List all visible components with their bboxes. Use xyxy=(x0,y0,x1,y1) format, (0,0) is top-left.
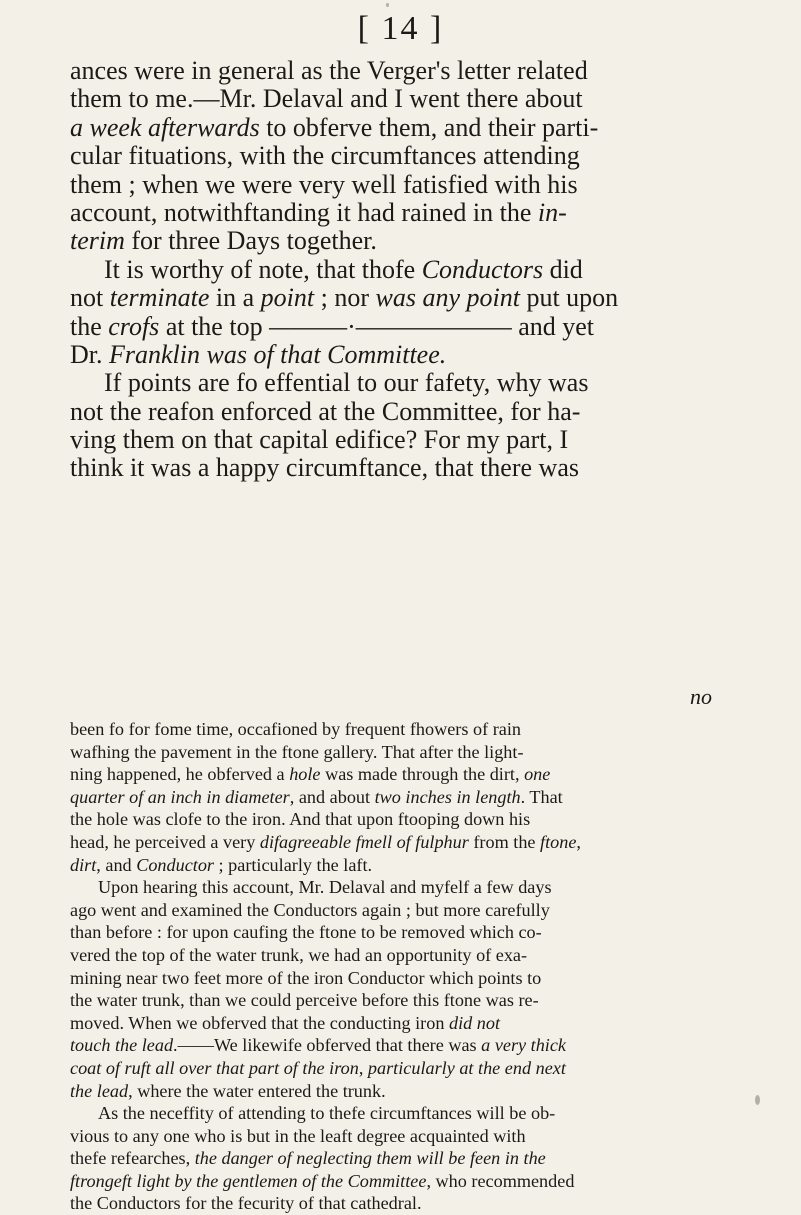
text-run: ances were in general as the Verger's letter related xyxy=(70,56,588,85)
text-run: from the xyxy=(468,831,541,852)
text-line xyxy=(70,398,750,426)
text-line xyxy=(70,808,756,831)
italic-run: a very thick xyxy=(481,1035,566,1056)
text-line xyxy=(70,831,756,854)
text-run: moved. When we obferved that the conducting iron xyxy=(70,1012,449,1033)
text-line xyxy=(70,313,750,341)
text-line xyxy=(70,1012,756,1035)
text-run: them ; when we were very well fatisfied with his xyxy=(70,169,578,199)
text-line xyxy=(70,114,750,142)
text-line xyxy=(70,1147,756,1170)
text-run: put upon xyxy=(519,283,619,313)
italic-run: in- xyxy=(537,197,567,227)
italic-run: hole xyxy=(289,764,321,785)
text-line xyxy=(70,1192,756,1215)
text-run: vious to any one who is but in the leaft degree acquainted with xyxy=(70,1125,526,1146)
text-run: for three Days together. xyxy=(124,226,377,256)
text-run: thefe refearches, xyxy=(70,1148,195,1169)
text-run: As the neceffity of attending to thefe circumftances will be ob- xyxy=(98,1103,556,1124)
italic-run: the danger of neglecting them will be feen in the xyxy=(194,1148,546,1169)
text-run: vered the top of the water trunk, we had an opportunity of exa- xyxy=(70,944,528,965)
text-line xyxy=(70,741,756,764)
text-line xyxy=(70,1080,756,1103)
text-run: If points are fo effential to our fafety, why was xyxy=(104,368,589,398)
text-run: was made through the dirt, xyxy=(320,764,525,785)
text-line xyxy=(70,1170,756,1193)
main-text xyxy=(70,57,750,483)
italic-run: one xyxy=(524,764,551,785)
italic-run: ftone xyxy=(540,831,577,852)
text-run: Upon hearing this account, Mr. Delaval and myfelf a few days xyxy=(98,877,552,898)
text-line xyxy=(70,369,750,397)
italic-run: difagreeable fmell of fulphur xyxy=(259,831,469,852)
italic-run: was any point xyxy=(375,283,520,313)
text-line xyxy=(70,454,750,482)
italic-run: dirt xyxy=(70,854,97,875)
italic-run: coat of ruft all over that part of the iron xyxy=(70,1057,359,1078)
text-line xyxy=(70,171,750,199)
italic-run: Conductors xyxy=(421,254,544,284)
text-run: ; nor xyxy=(314,283,376,313)
footnote-text xyxy=(70,718,756,1215)
text-line xyxy=(70,341,750,369)
text-run: , and about xyxy=(289,786,375,807)
italic-run: quarter of an inch in diameter xyxy=(70,786,290,807)
paper-speck xyxy=(755,1095,760,1105)
text-line xyxy=(70,921,756,944)
text-run: Dr. xyxy=(70,339,109,369)
text-line xyxy=(70,1057,756,1080)
text-run: not xyxy=(70,283,110,313)
text-line xyxy=(70,85,750,113)
page-number: [ 14 ] xyxy=(357,10,444,47)
text-run: at the top ———·—————— and yet xyxy=(159,311,595,341)
italic-run: terminate xyxy=(109,283,210,313)
italic-run: did not xyxy=(448,1012,500,1033)
text-run: ; particularly the laft. xyxy=(214,854,373,875)
text-run: ago went and examined the Conductors again ; but more carefully xyxy=(70,899,550,920)
text-line xyxy=(70,944,756,967)
text-line xyxy=(70,967,756,990)
text-line xyxy=(70,989,756,1012)
text-line xyxy=(70,899,756,922)
text-line xyxy=(70,426,750,454)
text-run: than before : for upon caufing the ftone to be removed which co- xyxy=(70,922,542,943)
text-line xyxy=(70,1125,756,1148)
italic-run: touch the lead xyxy=(70,1035,174,1056)
text-line xyxy=(70,57,750,85)
text-run: . That xyxy=(520,786,563,807)
text-run: account, notwithftanding it had rained in the xyxy=(70,197,538,227)
text-run: head, he perceived a very xyxy=(70,831,260,852)
text-line xyxy=(70,1102,756,1125)
text-run: did xyxy=(543,254,583,284)
italic-run: two inches in length xyxy=(374,786,521,807)
text-line xyxy=(70,786,756,809)
text-run: think it was a happy circumftance, that there was xyxy=(70,453,579,483)
text-run: , xyxy=(358,1057,368,1078)
text-run: .——We likewife obferved that there was xyxy=(173,1035,482,1056)
text-line xyxy=(70,227,750,255)
text-run: It is worthy of note, that thofe xyxy=(104,254,422,284)
text-run: ving them on that capital edifice? For my part, I xyxy=(70,425,569,455)
text-line xyxy=(70,199,750,227)
italic-run: crofs xyxy=(108,311,160,341)
text-run: , where the water entered the trunk. xyxy=(128,1080,386,1101)
text-line xyxy=(70,718,756,741)
text-line xyxy=(70,284,750,312)
italic-run: Conductor xyxy=(136,854,214,875)
italic-run: the lead xyxy=(70,1080,129,1101)
text-run: to obferve them, and their parti- xyxy=(259,112,599,142)
text-run: the Conductors for the fecurity of that cathedral. xyxy=(70,1193,422,1214)
italic-run: particularly at the end next xyxy=(367,1057,566,1078)
text-run: wafhing the pavement in the ftone gallery. That after the light- xyxy=(70,741,524,762)
paper-speck xyxy=(386,3,389,7)
text-run: not the reafon enforced at the Committee, for ha- xyxy=(70,396,581,426)
text-run: them to me.—Mr. Delaval and I went there about xyxy=(70,84,583,114)
text-run: the xyxy=(70,311,109,341)
text-line xyxy=(70,256,750,284)
text-line xyxy=(70,763,756,786)
text-line xyxy=(70,142,750,170)
text-line xyxy=(70,1034,756,1057)
italic-run: point xyxy=(260,283,315,313)
text-line xyxy=(70,854,756,877)
text-run: been fo for fome time, occafioned by frequent fhowers of rain xyxy=(70,719,521,739)
italic-run: ftrongeft light by the gentlemen of the Committee xyxy=(70,1170,427,1191)
italic-run: terim xyxy=(70,226,125,256)
italic-run: Franklin was of that Committee. xyxy=(109,339,447,369)
text-line xyxy=(70,876,756,899)
text-run: mining near two feet more of the iron Conductor which points to xyxy=(70,967,542,988)
catchword: no xyxy=(690,684,712,709)
text-run: cular fituations, with the circumftances attending xyxy=(70,141,580,171)
text-run: , and xyxy=(96,854,137,875)
text-run: the water trunk, than we could perceive before this ftone was re- xyxy=(70,990,539,1011)
text-run: , who recommended xyxy=(426,1170,575,1191)
text-run: in a xyxy=(209,283,261,313)
text-run: , xyxy=(576,831,581,852)
text-run: ning happened, he obferved a xyxy=(70,764,290,785)
italic-run: a week afterwards xyxy=(70,112,260,142)
text-run: the hole was clofe to the iron. And that upon ftooping down his xyxy=(70,809,531,830)
